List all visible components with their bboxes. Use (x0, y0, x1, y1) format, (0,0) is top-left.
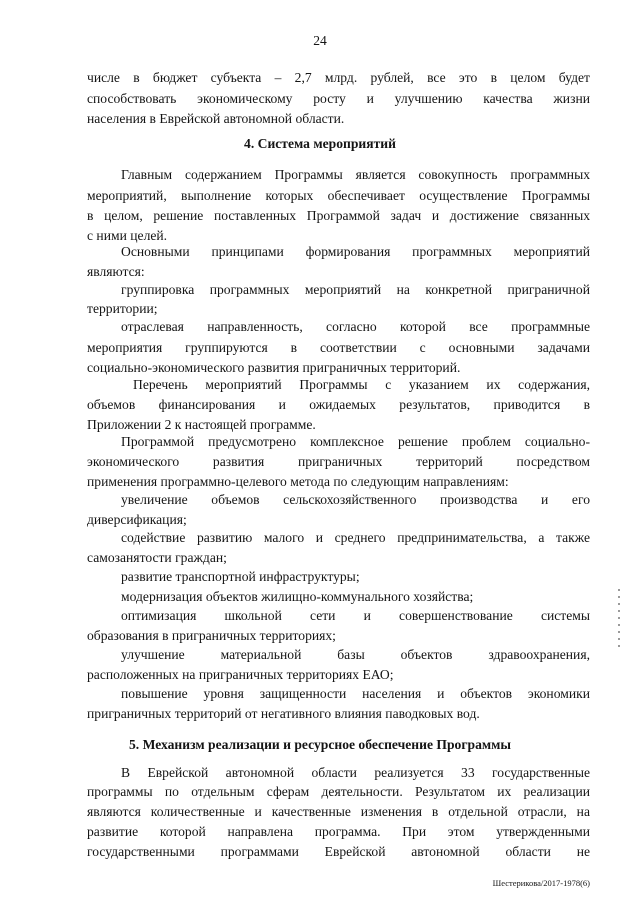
section-heading: 4. Система мероприятий (244, 136, 396, 151)
text-line: объемов финансирования и ожидаемых результатов, приводится в (87, 397, 590, 412)
text-line: развитие транспортной инфраструктуры; (121, 569, 360, 584)
text-line: самозанятости граждан; (87, 550, 227, 565)
text-line: являются: (87, 264, 145, 279)
text-line: государственными программами Еврейской автономной области не (87, 844, 590, 859)
section-heading: 5. Механизм реализации и ресурсное обеспечение Программы (129, 737, 511, 752)
page-number: 24 (313, 33, 327, 48)
text-line: содействие развитию малого и среднего предпринимательства, а также (121, 530, 590, 545)
text-line: образования в приграничных территориях; (87, 628, 336, 643)
text-line: социально-экономического развития приграничных территорий. (87, 360, 461, 375)
text-line: Программой предусмотрено комплексное решение проблем социально- (121, 434, 590, 449)
text-line: мероприятия группируются в соответствии с основными задачами (87, 340, 590, 355)
text-line: применения программно-целевого метода по следующим направлениям: (87, 474, 509, 489)
text-line: диверсификация; (87, 512, 187, 527)
text-line: экономического развития приграничных территорий посредством (87, 454, 590, 469)
text-line: населения в Еврейской автономной области. (87, 111, 345, 126)
text-line: улучшение материальной базы объектов здравоохранения, (121, 647, 590, 662)
text-line: мероприятий, выполнение которых обеспечивает осуществление Программы (87, 188, 590, 203)
text-line: в целом, решение поставленных Программой задач и достижение связанных (87, 208, 590, 223)
text-line: Основными принципами формирования программных мероприятий (121, 244, 590, 259)
text-line: модернизация объектов жилищно-коммунального хозяйства; (121, 589, 474, 604)
text-line: оптимизация школьной сети и совершенствование системы (121, 608, 590, 623)
text-line: Главным содержанием Программы является совокупность программных (121, 167, 590, 182)
text-line: программы по отдельным сферам деятельности. Результатом их реализации (87, 784, 590, 799)
text-line: развитие которой направлена программа. При этом утвержденными (87, 824, 590, 839)
text-line: группировка программных мероприятий на конкретной приграничной (121, 282, 590, 297)
text-line: Приложении 2 к настоящей программе. (87, 417, 316, 432)
text-line: увеличение объемов сельскохозяйственного производства и его (121, 492, 590, 507)
text-line: Перечень мероприятий Программы с указанием их содержания, (133, 377, 590, 392)
margin-mark (618, 589, 620, 651)
footer-reference: Шестерикова/2017-1978(6) (492, 878, 590, 888)
text-line: расположенных на приграничных территориях ЕАО; (87, 667, 394, 682)
text-line: приграничных территорий от негативного влияния паводковых вод. (87, 706, 480, 721)
text-line: с ними целей. (87, 228, 168, 243)
text-line: являются количественные и качественные изменения в отдельной отрасли, на (87, 804, 590, 819)
text-line: повышение уровня защищенности населения и объектов экономики (121, 686, 590, 701)
text-line: территории; (87, 301, 158, 316)
text-line: В Еврейской автономной области реализуется 33 государственные (121, 765, 590, 780)
text-line: числе в бюджет субъекта – 2,7 млрд. рублей, все это в целом будет (87, 70, 590, 85)
text-line: способствовать экономическому росту и улучшению качества жизни (87, 91, 590, 106)
text-line: отраслевая направленность, согласно которой все программные (121, 319, 590, 334)
